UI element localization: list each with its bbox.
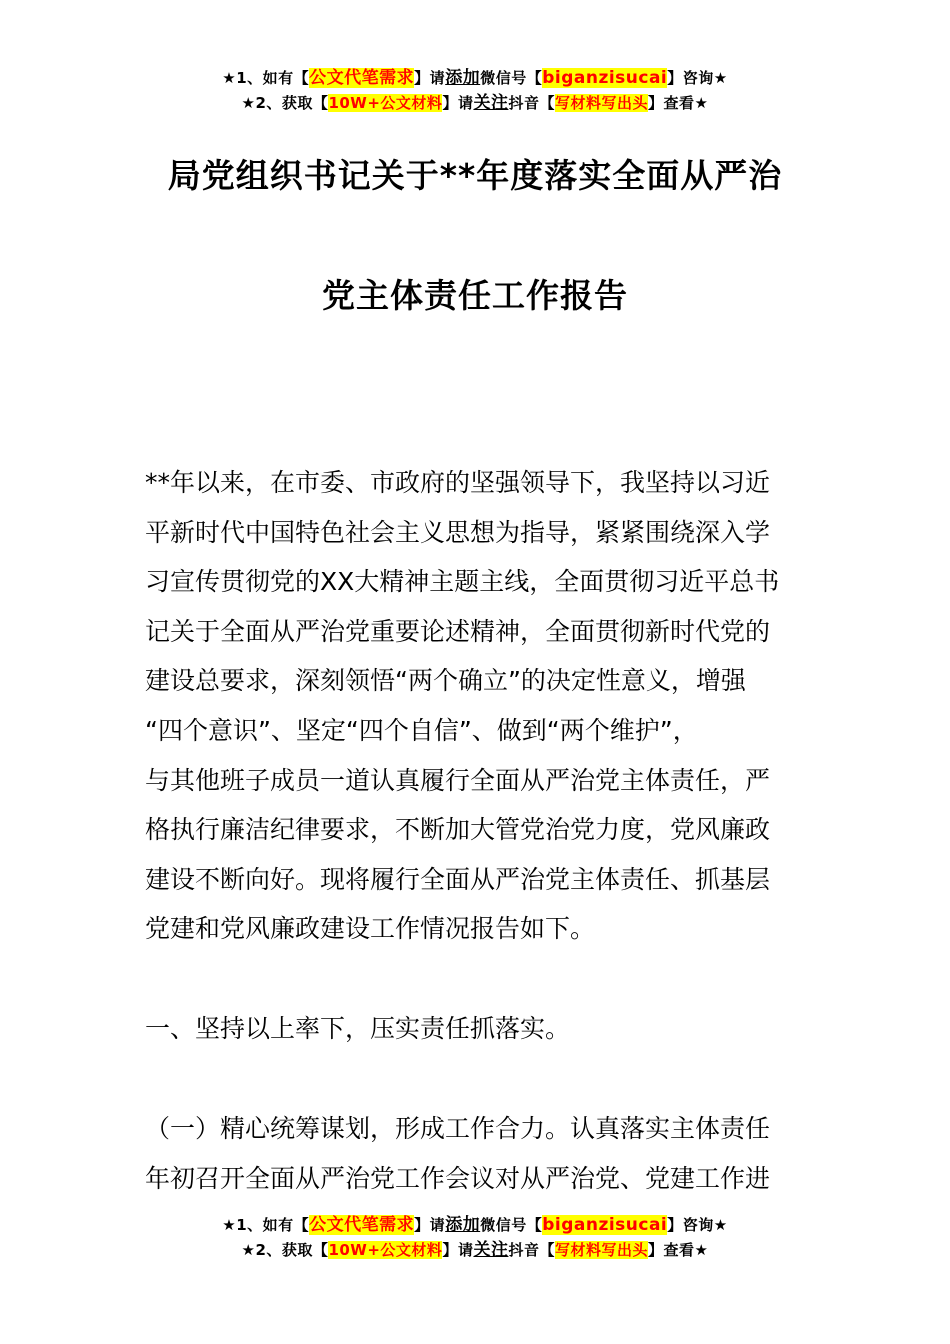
paragraph-line: 习宣传贯彻党的XX大精神主题主线，全面贯彻习近平总书 [145,567,780,597]
promo-text: ★1、如有【 [222,69,310,87]
promo-text: 】查看★ [647,1241,709,1259]
promo-text: 抖音【 [508,94,555,112]
header-promo-banner [0,66,950,116]
promo-text: 微信号【 [480,69,543,87]
promo-douyin-name: 写材料写出头 [554,94,648,112]
intro-paragraph [145,458,807,954]
promo-line-1 [0,1213,950,1238]
promo-text: 】咨询★ [667,1216,728,1234]
promo-underlined-text: 关注 [473,1240,509,1260]
document-title-line-1: 局党组织书记关于**年度落实全面从严治 [167,156,783,195]
paragraph-line: 格执行廉洁纪律要求，不断加大管党治党力度，党风廉政 [145,815,771,845]
paragraph-line: “四个意识”、坚定“四个自信”、做到“两个维护”， [145,715,698,745]
promo-line-2 [0,1238,950,1263]
paragraph-line: （一）精心统筹谋划，形成工作合力。认真落实主体责任 [145,1114,771,1143]
subsection-paragraph [145,1104,807,1203]
paragraph-line: 建设总要求，深刻领悟“两个确立”的决定性意义，增强 [145,666,746,696]
paragraph-line: 建设不断向好。现将履行全面从严治党主体责任、抓基层 [145,864,771,894]
promo-underlined-text: 添加 [445,1215,481,1235]
paragraph-line: 年初召开全面从严治党工作会议对从严治党、党建工作进 [145,1163,771,1193]
promo-text: ★1、如有【 [222,1216,310,1234]
promo-underlined-text: 关注 [473,93,509,113]
promo-text: 】请 [442,1241,474,1259]
promo-text: 】请 [414,1216,446,1234]
promo-line-2 [0,91,950,116]
document-title-line-2: 党主体责任工作报告 [322,276,628,315]
promo-highlight: 10W+公文材料 [328,94,443,112]
promo-highlight: 公文代笔需求 [309,1215,415,1235]
promo-text: ★2、获取【 [241,94,329,112]
promo-text: 】查看★ [647,94,709,112]
promo-text: 】请 [414,69,446,87]
promo-line-1 [0,66,950,91]
promo-text: ★2、获取【 [241,1241,329,1259]
section-heading [145,1004,807,1054]
paragraph-line: **年以来，在市委、市政府的坚强领导下，我坚持以习近 [145,468,771,497]
promo-text: 微信号【 [480,1216,543,1234]
promo-highlight: 公文代笔需求 [309,68,415,88]
promo-highlight: 10W+公文材料 [328,1241,443,1259]
promo-text: 抖音【 [508,1241,555,1259]
paragraph-line: 记关于全面从严治党重要论述精神，全面贯彻新时代党的 [145,616,771,646]
footer-promo-banner [0,1213,950,1263]
promo-wechat-id: biganzisucai [542,1215,668,1235]
promo-text: 】咨询★ [667,69,728,87]
paragraph-line: 平新时代中国特色社会主义思想为指导，紧紧围绕深入学 [145,517,771,547]
promo-text: 】请 [442,94,474,112]
promo-underlined-text: 添加 [445,68,481,88]
paragraph-line: 与其他班子成员一道认真履行全面从严治党主体责任，严 [145,765,771,795]
promo-douyin-name: 写材料写出头 [554,1241,648,1259]
paragraph-line: 党建和党风廉政建设工作情况报告如下。 [145,914,596,944]
promo-wechat-id: biganzisucai [542,68,668,88]
section-heading-text: 一、坚持以上率下，压实责任抓落实。 [145,1014,571,1043]
